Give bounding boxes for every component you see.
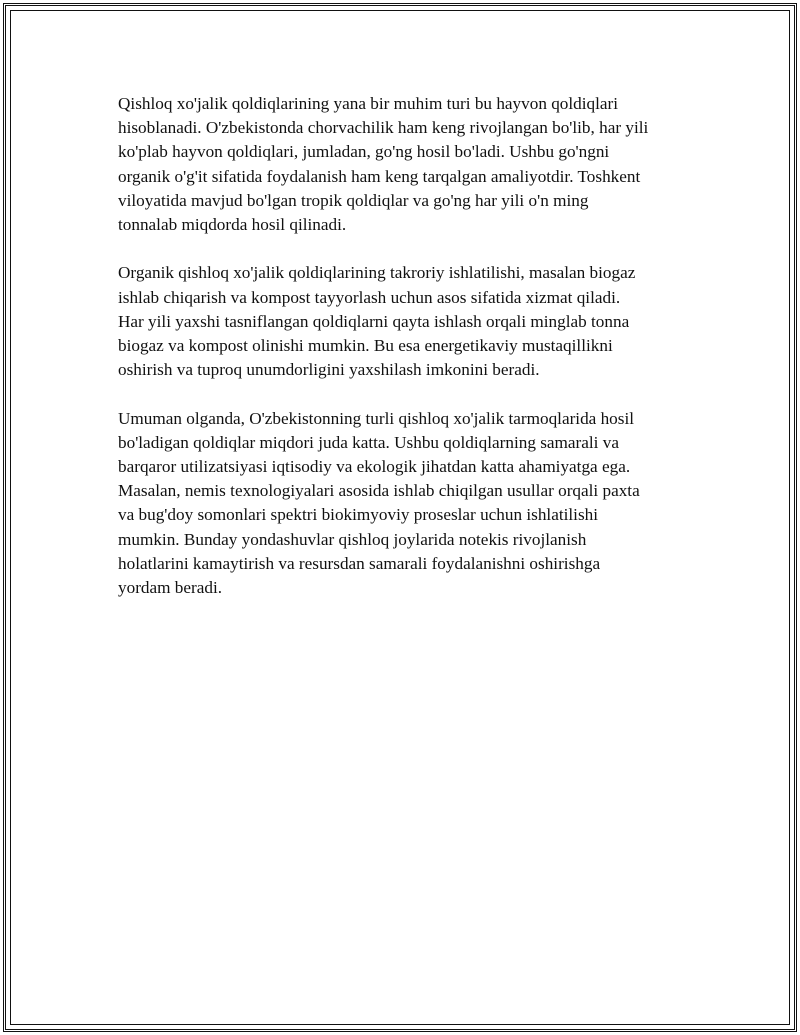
paragraph-2: Organik qishloq xo'jalik qoldiqlarining takroriy ishlatilishi, masalan biogaz ishlab chiqarish va kompost tayyorlash uchun asos sifatida xizmat qiladi. Har yili yaxshi tasniflangan qoldiqlarni qayta ishlash orqali minglab tonna biogaz va kompost olinishi mumkin. Bu esa energetikaviy mustaqillikni oshirish va tuproq unumdorligini yaxshilash imkonini beradi. (118, 263, 636, 380)
document-body (118, 92, 698, 624)
paragraph-3: Umuman olganda, O'zbekistonning turli qishloq xo'jalik tarmoqlarida hosil bo'ladigan qoldiqlar miqdori juda katta. Ushbu qoldiqlarning samarali va barqaror utilizatsiyasi iqtisodiy va ekologik jihatdan katta ahamiyatga ega. Masalan, nemis texnologiyalari asosida ishlab chiqilgan usullar orqali paxta va bug'doy somonlari spektri biokimyoviy proseslar uchun ishlatilishi mumkin. Bunday yondashuvlar qishloq joylarida notekis rivojlanish holatlarini kamaytirish va resursdan samarali foydalanishni oshirishga yordam beradi. (118, 408, 640, 598)
paragraph-1: Qishloq xo'jalik qoldiqlarining yana bir muhim turi bu hayvon qoldiqlari hisoblanadi. O'zbekistonda chorvachilik ham keng rivojlangan bo'lib, har yili ko'plab hayvon qoldiqlari, jumladan, go'ng hosil bo'ladi. Ushbu go'ngni organik o'g'it sifatida foydalanish ham keng tarqalgan amaliyotdir. Toshkent viloyatida mavjud bo'lgan tropik qoldiqlar va go'ng har yili o'n ming tonnalab miqdorda hosil qilinadi. (118, 94, 649, 235)
